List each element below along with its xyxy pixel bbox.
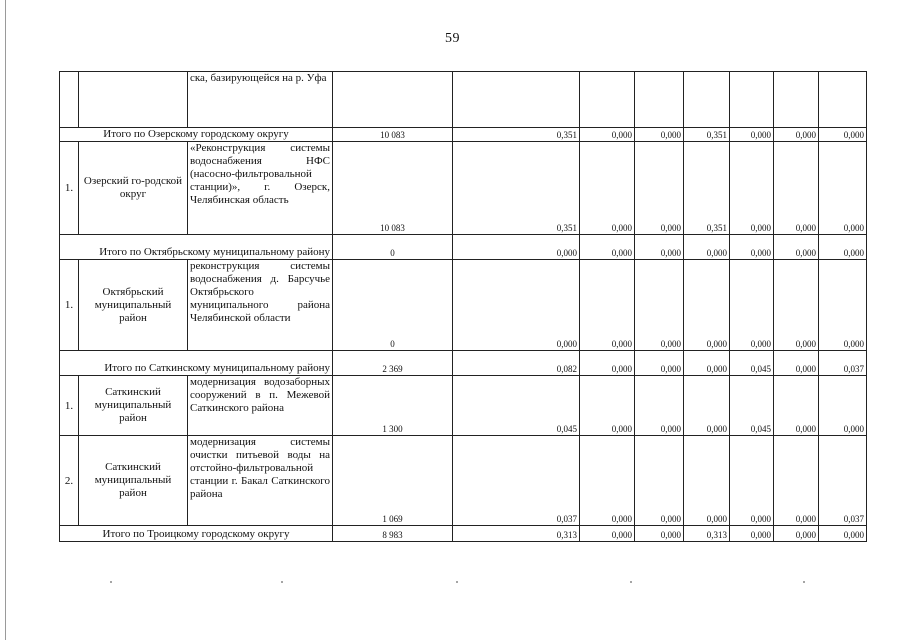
value-cell: 0,000: [730, 436, 774, 526]
value-cell: 0,000: [730, 526, 774, 542]
value-cell: 0,351: [684, 142, 730, 235]
value-cell: 0,000: [819, 142, 867, 235]
value-cell: 0,000: [730, 235, 774, 260]
description-cell: «Реконструкция системы водоснабжения НФС (насосно-фильтровальной станции)», г. Озерск, Челябинская область: [188, 142, 333, 235]
value-cell: 0,045: [730, 351, 774, 376]
value-cell: [580, 72, 635, 128]
value-cell: 0,082: [453, 351, 580, 376]
value-cell: 0,000: [580, 376, 635, 436]
scan-edge-line: [5, 0, 6, 640]
value-cell: 0,000: [774, 436, 819, 526]
value-cell: 0,000: [580, 351, 635, 376]
value-cell: [333, 72, 453, 128]
value-cell: 0,000: [580, 436, 635, 526]
value-cell: 0,000: [730, 128, 774, 142]
value-cell: 0,000: [774, 351, 819, 376]
value-cell: 0,351: [453, 142, 580, 235]
value-cell: 1 300: [333, 376, 453, 436]
value-cell: 0,313: [684, 526, 730, 542]
value-cell: 10 083: [333, 142, 453, 235]
scan-speck: [456, 581, 458, 583]
value-cell: 0: [333, 235, 453, 260]
value-cell: 0,000: [580, 235, 635, 260]
table-row-total: [60, 351, 867, 376]
value-cell: [730, 72, 774, 128]
value-cell: 0,000: [635, 436, 684, 526]
value-cell: 0,000: [635, 351, 684, 376]
table-row: [60, 436, 867, 526]
table-row-total: [60, 128, 867, 142]
scan-speck: [110, 581, 112, 583]
value-cell: 0,037: [453, 436, 580, 526]
value-cell: 0,000: [635, 376, 684, 436]
value-cell: 0,000: [580, 142, 635, 235]
value-cell: 0,351: [453, 128, 580, 142]
value-cell: 10 083: [333, 128, 453, 142]
description-cell: реконструкция системы водоснабжения д. Барсучье Октябрьского муниципального района Челябинской области: [188, 260, 333, 351]
value-cell: [635, 72, 684, 128]
value-cell: 0,045: [730, 376, 774, 436]
value-cell: 0,000: [774, 260, 819, 351]
value-cell: 1 069: [333, 436, 453, 526]
value-cell: 0,000: [684, 436, 730, 526]
value-cell: 0,351: [684, 128, 730, 142]
data-table: [59, 71, 867, 542]
total-label: Итого по Троицкому городскому округу: [60, 526, 333, 542]
value-cell: 0,000: [635, 142, 684, 235]
description-cell: модернизация водозаборных сооружений в п. Межевой Саткинского района: [188, 376, 333, 436]
value-cell: [819, 72, 867, 128]
description-cell: ска, базирующейся на р. Уфа: [188, 72, 333, 128]
scan-speck: [281, 581, 283, 583]
value-cell: 0,000: [580, 128, 635, 142]
value-cell: 0,000: [819, 376, 867, 436]
value-cell: 0,000: [635, 526, 684, 542]
value-cell: [684, 72, 730, 128]
value-cell: [774, 72, 819, 128]
municipality-cell: Озерский го-родской округ: [79, 142, 188, 235]
total-label: Итого по Октябрьскому муниципальному району: [60, 235, 333, 260]
value-cell: 0,000: [684, 351, 730, 376]
description-cell: модернизация системы очистки питьевой воды на отстойно-фильтровальной станции г. Бакал Саткинского района: [188, 436, 333, 526]
value-cell: 0,000: [819, 526, 867, 542]
value-cell: 8 983: [333, 526, 453, 542]
value-cell: 0,037: [819, 436, 867, 526]
value-cell: 0,000: [580, 260, 635, 351]
value-cell: 0,000: [635, 128, 684, 142]
value-cell: 0,000: [684, 376, 730, 436]
row-number: 1.: [60, 260, 79, 351]
value-cell: 0,000: [580, 526, 635, 542]
value-cell: 0: [333, 260, 453, 351]
value-cell: 0,000: [774, 376, 819, 436]
municipality-cell: Саткинский муниципальный район: [79, 376, 188, 436]
value-cell: 0,000: [453, 260, 580, 351]
value-cell: 0,000: [774, 235, 819, 260]
value-cell: 0,000: [684, 260, 730, 351]
value-cell: 0,000: [774, 142, 819, 235]
total-label: Итого по Озерскому городскому округу: [60, 128, 333, 142]
value-cell: 0,000: [819, 235, 867, 260]
scan-speck: [630, 581, 632, 583]
value-cell: 0,000: [819, 128, 867, 142]
value-cell: 0,000: [453, 235, 580, 260]
row-number: 2.: [60, 436, 79, 526]
row-number: 1.: [60, 142, 79, 235]
value-cell: 0,037: [819, 351, 867, 376]
table-row-total: [60, 526, 867, 542]
value-cell: 2 369: [333, 351, 453, 376]
value-cell: 0,000: [684, 235, 730, 260]
value-cell: 0,000: [774, 526, 819, 542]
row-number: [60, 72, 79, 128]
table-row: [60, 142, 867, 235]
municipality-cell: [79, 72, 188, 128]
total-label: Итого по Саткинскому муниципальному району: [60, 351, 333, 376]
table-row: [60, 376, 867, 436]
scan-speck: [803, 581, 805, 583]
table-row: [60, 260, 867, 351]
municipality-cell: Саткинский муниципальный район: [79, 436, 188, 526]
value-cell: 0,045: [453, 376, 580, 436]
table-row-continuation: [60, 72, 867, 128]
value-cell: 0,000: [730, 260, 774, 351]
value-cell: 0,313: [453, 526, 580, 542]
value-cell: [453, 72, 580, 128]
table-body: [60, 72, 867, 542]
value-cell: 0,000: [730, 142, 774, 235]
value-cell: 0,000: [635, 235, 684, 260]
municipality-cell: Октябрьский муниципальный район: [79, 260, 188, 351]
table-row-total: [60, 235, 867, 260]
value-cell: 0,000: [819, 260, 867, 351]
row-number: 1.: [60, 376, 79, 436]
value-cell: 0,000: [635, 260, 684, 351]
page-number: 59: [445, 31, 460, 46]
value-cell: 0,000: [774, 128, 819, 142]
